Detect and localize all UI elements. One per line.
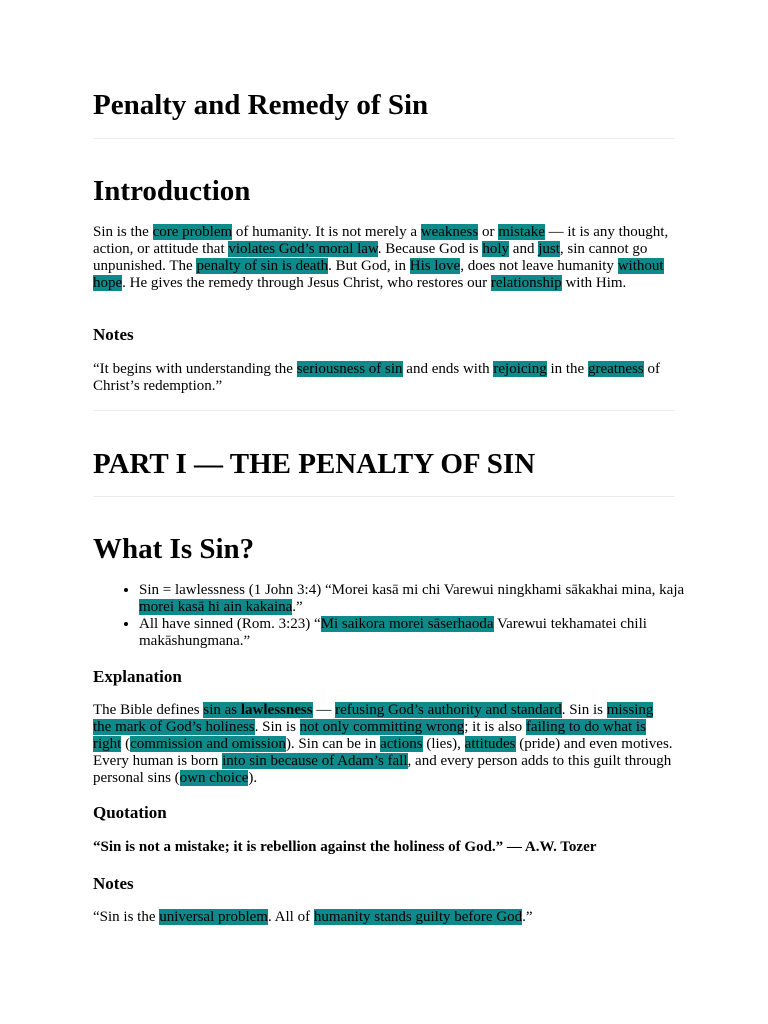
highlight: penalty of sin is death	[196, 258, 329, 274]
explanation-paragraph: The Bible defines sin as lawlessness — refusing God’s authority and standard. Sin is missing the mark of God’s holiness. Sin is not only committing wrong; it is also failing to do what is right (commission and omission). Sin can be in actions (lies), attitudes (pride) and even motives. Every human is born into sin because of Adam’s fall, and every person adds to this guilt through personal sins (own choice).	[93, 702, 673, 786]
highlight: core problem	[152, 224, 233, 240]
section-heading-what-is-sin: What Is Sin?	[93, 533, 255, 565]
divider	[93, 138, 675, 139]
highlight: His love	[409, 258, 461, 274]
highlight: morei kasā hi ain kakaina	[139, 599, 293, 615]
notes-heading: Notes	[93, 874, 134, 893]
divider	[93, 496, 675, 497]
highlight: into sin because of Adam’s fall	[222, 753, 408, 769]
highlight: own choice	[179, 770, 249, 786]
section-heading-part1: PART I — THE PENALTY OF SIN	[93, 448, 536, 480]
highlight: weakness	[420, 224, 479, 240]
highlight: lawlessness	[240, 702, 313, 718]
highlight: universal problem	[159, 909, 268, 925]
highlight: actions	[380, 736, 423, 752]
highlight: missing the mark of God’s holiness	[93, 702, 654, 735]
highlight: relationship	[490, 275, 562, 291]
explanation-heading: Explanation	[93, 667, 182, 686]
list-item: • Sin = lawlessness (1 John 3:4) “Morei kasā mi chi Varewui ningkhami sākakhai mina, kaja morei kasā hi ain kakaina.”	[139, 582, 721, 616]
quotation-text: “Sin is not a mistake; it is rebellion against the holiness of God.” — A.W. Tozer	[93, 839, 597, 855]
highlight: sin as	[203, 702, 241, 718]
highlight: attitudes	[464, 736, 516, 752]
highlight: Mi saikora morei sāserhaoda	[320, 616, 494, 632]
page-title: Penalty and Remedy of Sin	[93, 89, 429, 121]
highlight: failing to do what is right	[93, 719, 646, 752]
bullet-list	[93, 582, 721, 650]
highlight: rejoicing	[493, 361, 547, 377]
highlight: not only committing wrong	[299, 719, 465, 735]
section-heading-introduction: Introduction	[93, 175, 251, 207]
highlight: refusing God’s authority and standard	[335, 702, 562, 718]
intro-paragraph: Sin is the core problem of humanity. It is not merely a weakness or mistake — it is any thought, action, or attitude that violates God’s moral law. Because God is holy and just, sin cannot go unpunished. The penalty of sin is death. But God, in His love, does not leave humanity without hope. He gives the remedy through Jesus Christ, who restores our relationship with Him.	[93, 224, 669, 291]
quotation-heading: Quotation	[93, 803, 167, 822]
highlight: mistake	[498, 224, 545, 240]
highlight: just	[538, 241, 560, 257]
highlight: greatness	[587, 361, 644, 377]
highlight: violates God’s moral law	[228, 241, 378, 257]
notes-quote: “Sin is the universal problem. All of humanity stands guilty before God.”	[93, 909, 533, 925]
notes-heading: Notes	[93, 325, 134, 344]
highlight: holy	[482, 241, 510, 257]
highlight: without hope	[93, 258, 664, 291]
highlight: humanity stands guilty before God	[313, 909, 523, 925]
divider	[93, 410, 675, 411]
highlight: commission and omission	[130, 736, 286, 752]
highlight: seriousness of sin	[296, 361, 403, 377]
list-item: • All have sinned (Rom. 3:23) “Mi saikora morei sāserhaoda Varewui tekhamatei chili makāshungmana.”	[139, 616, 721, 650]
notes-quote: “It begins with understanding the seriousness of sin and ends with rejoicing in the greatness of Christ’s redemption.”	[93, 361, 661, 394]
